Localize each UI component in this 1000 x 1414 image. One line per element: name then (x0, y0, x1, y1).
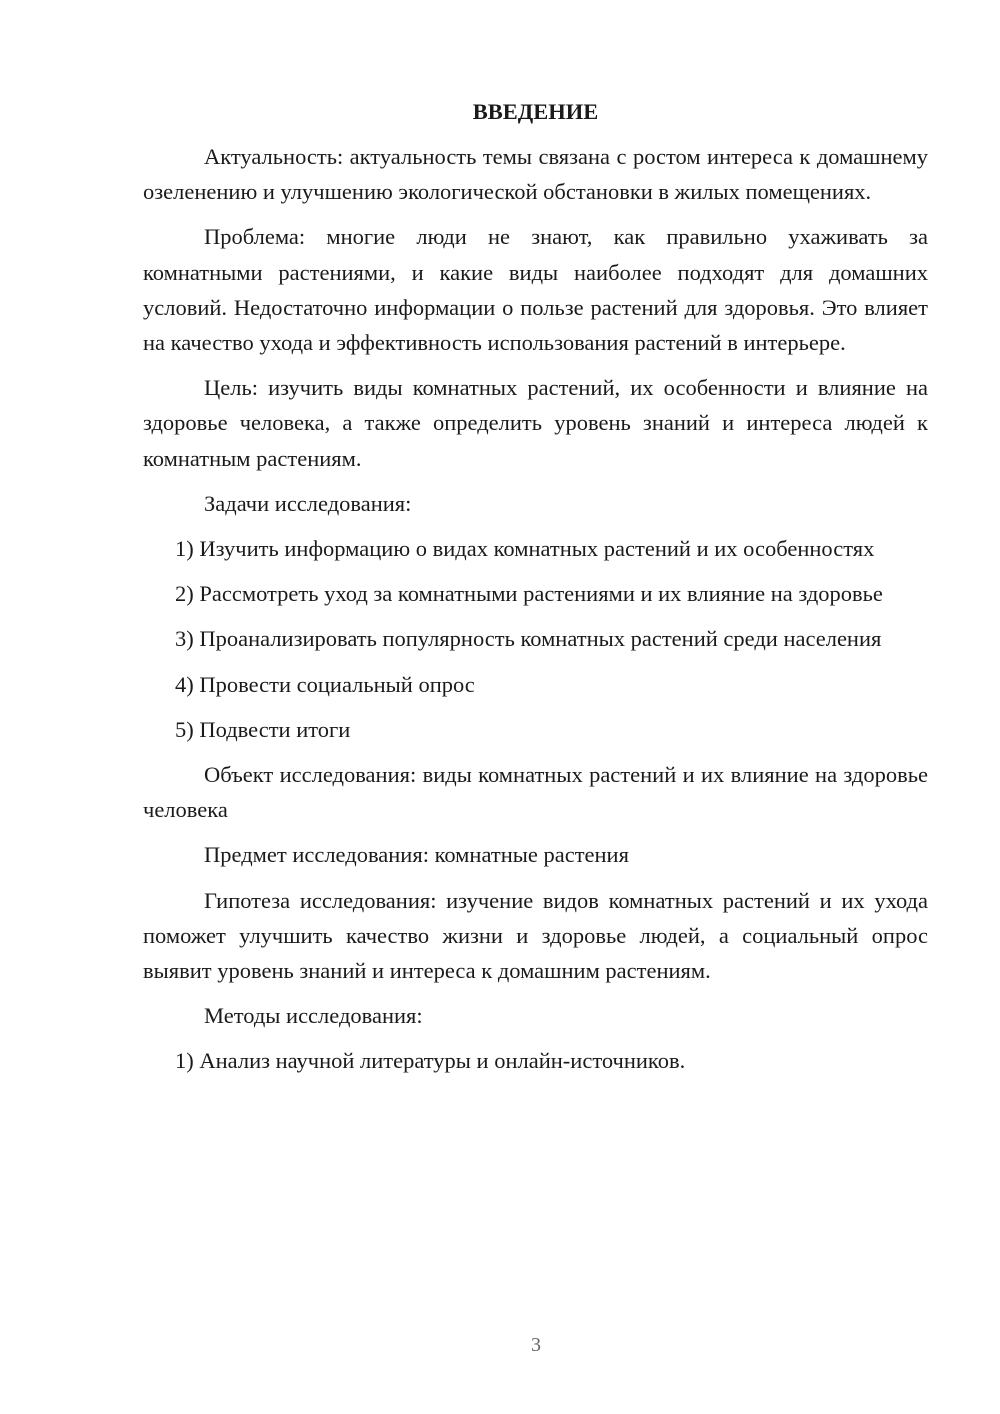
paragraph-problem: Проблема: многие люди не знают, как правильно ухаживать за комнатными растениями, и какие виды наиболее подходят для домашних условий. Недостаточно информации о пользе растений для здоровья. Это влияет на качество ухода и эффективность использования растений в интерьере. (143, 224, 928, 356)
list-item-task-4: 4) Провести социальный опрос (175, 671, 475, 697)
list-item-task-1: 1) Изучить информацию о видах комнатных растений и их особенностях (175, 536, 875, 562)
page-number: 3 (531, 1334, 541, 1356)
paragraph-hypothesis: Гипотеза исследования: изучение видов комнатных растений и их ухода поможет улучшить качество жизни и здоровье людей, а социальный опрос выявит уровень знаний и интереса к домашним растениям. (143, 887, 928, 984)
list-item-task-2: 2) Рассмотреть уход за комнатными растениями и их влияние на здоровье (175, 581, 883, 607)
paragraph-goal: Цель: изучить виды комнатных растений, их особенности и влияние на здоровье человека, а также определить уровень знаний и интереса людей к комнатным растениям. (143, 375, 928, 471)
paragraph-relevance: Актуальность: актуальность темы связана с ростом интереса к домашнему озеленению и улучшению экологической обстановки в жилых помещениях. (143, 144, 928, 205)
list-item-task-5: 5) Подвести итоги (175, 716, 351, 742)
paragraph-object: Объект исследования: виды комнатных растений и их влияние на здоровье человека (143, 762, 928, 823)
paragraph-methods-heading: Методы исследования: (204, 1003, 423, 1029)
list-item-task-3: 3) Проанализировать популярность комнатных растений среди населения (175, 626, 882, 652)
paragraph-tasks-heading: Задачи исследования: (204, 490, 412, 516)
list-item-method-1: 1) Анализ научной литературы и онлайн-источников. (175, 1048, 686, 1074)
section-title: ВВЕДЕНИЕ (472, 99, 599, 124)
paragraph-subject: Предмет исследования: комнатные растения (204, 842, 629, 868)
page-content (143, 94, 928, 1089)
